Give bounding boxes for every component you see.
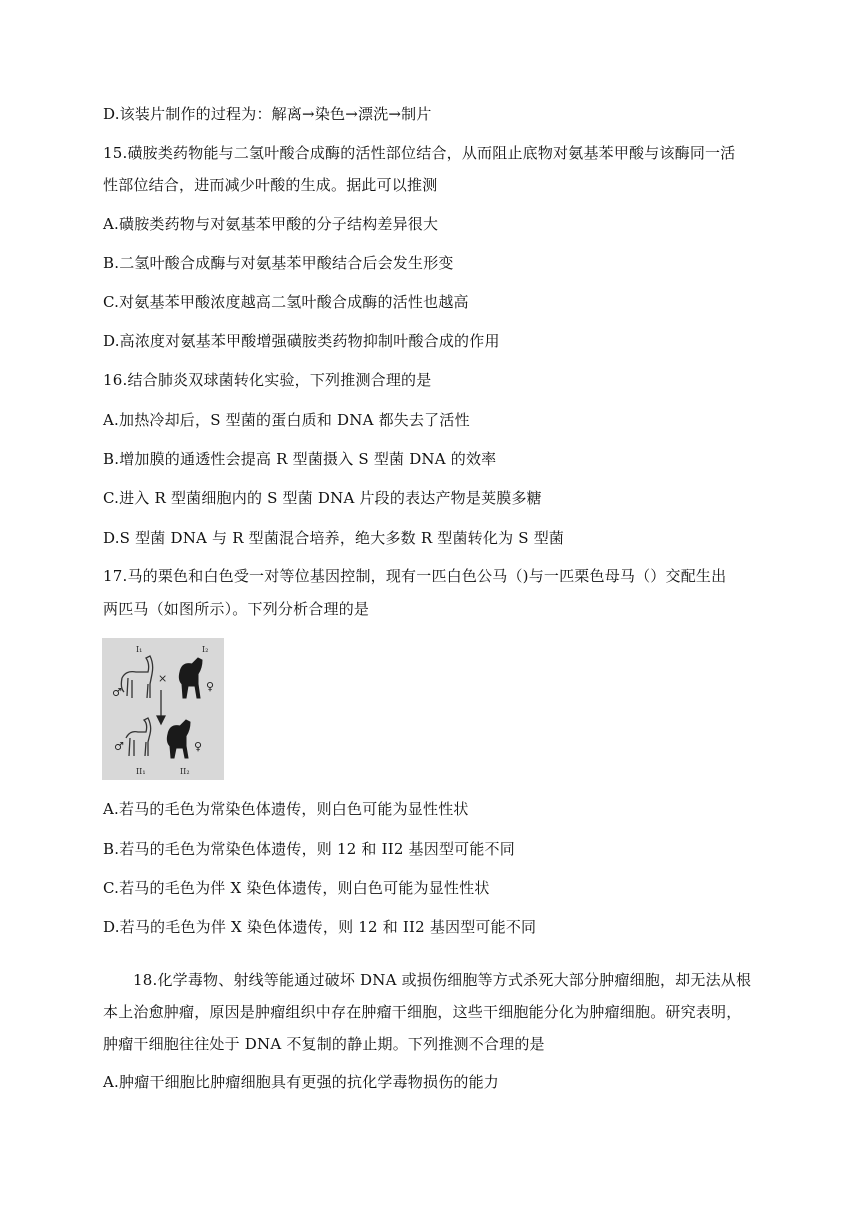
q18-stem-line3: 肿瘤干细胞往往处于 DNA 不复制的静止期。下列推测不合理的是	[103, 1035, 545, 1053]
q15-option-a: A.磺胺类药物与对氨基苯甲酸的分子结构差异很大	[103, 215, 439, 233]
white-horse-ii1	[126, 718, 151, 756]
cross-symbol: ×	[158, 672, 168, 685]
q15-option-b: B.二氢叶酸合成酶与对氨基苯甲酸结合后会发生形变	[103, 254, 454, 272]
q17-option-c: C.若马的毛色为伴 X 染色体遗传，则白色可能为显性性状	[103, 879, 490, 897]
chestnut-horse-i2	[179, 658, 202, 698]
q17-option-a: A.若马的毛色为常染色体遗传，则白色可能为显性性状	[103, 800, 469, 818]
label-ii2: II₂	[180, 767, 190, 776]
q16-option-a: A.加热冷却后，S 型菌的蛋白质和 DNA 都失去了活性	[103, 411, 470, 429]
q17-option-d: D.若马的毛色为伴 X 染色体遗传，则 12 和 II2 基因型可能不同	[103, 918, 537, 936]
q16-stem: 16.结合肺炎双球菌转化实验，下列推测合理的是	[103, 371, 432, 389]
label-i1: I₁	[136, 645, 143, 654]
label-ii1: II₁	[136, 767, 146, 776]
q15-stem-line1: 15.磺胺类药物能与二氢叶酸合成酶的活性部位结合，从而阻止底物对氨基苯甲酸与该酶同一活	[103, 144, 736, 162]
q17-option-b: B.若马的毛色为常染色体遗传，则 12 和 II2 基因型可能不同	[103, 840, 515, 858]
q18-stem-line2: 本上治愈肿瘤，原因是肿瘤组织中存在肿瘤干细胞，这些干细胞能分化为肿瘤细胞。研究表明，	[103, 1003, 742, 1021]
male-symbol-ii1: ♂	[114, 740, 124, 753]
label-i2: I₂	[202, 645, 209, 654]
q16-option-b: B.增加膜的通透性会提高 R 型菌摄入 S 型菌 DNA 的效率	[103, 450, 497, 468]
q15-option-d: D.高浓度对氨基苯甲酸增强磺胺类药物抑制叶酸合成的作用	[103, 332, 500, 350]
q16-option-c: C.进入 R 型菌细胞内的 S 型菌 DNA 片段的表达产物是荚膜多糖	[103, 489, 542, 507]
male-symbol-i1: ♂	[112, 686, 122, 699]
female-symbol-ii2: ♀	[194, 740, 203, 753]
horse-pedigree-figure	[102, 638, 224, 780]
q16-option-d: D.S 型菌 DNA 与 R 型菌混合培养，绝大多数 R 型菌转化为 S 型菌	[103, 529, 565, 547]
white-horse-i1	[121, 656, 152, 698]
q14-option-d: D.该装片制作的过程为：解离→染色→漂洗→制片	[103, 105, 432, 123]
female-symbol-i2: ♀	[206, 680, 215, 693]
chestnut-horse-ii2	[167, 720, 190, 758]
descent-arrow	[157, 690, 165, 724]
q15-option-c: C.对氨基苯甲酸浓度越高二氢叶酸合成酶的活性也越高	[103, 293, 469, 311]
q18-option-a: A.肿瘤干细胞比肿瘤细胞具有更强的抗化学毒物损伤的能力	[103, 1073, 500, 1091]
q18-stem-line1: 18.化学毒物、射线等能通过破坏 DNA 或损伤细胞等方式杀死大部分肿瘤细胞，却无法从根	[133, 971, 752, 989]
q17-stem-line1: 17.马的栗色和白色受一对等位基因控制，现有一匹白色公马（)与一匹栗色母马（）交配生出	[103, 567, 727, 585]
q15-stem-line2: 性部位结合，进而减少叶酸的生成。据此可以推测	[103, 176, 438, 194]
q17-stem-line2: 两匹马（如图所示）。下列分析合理的是	[103, 600, 370, 618]
